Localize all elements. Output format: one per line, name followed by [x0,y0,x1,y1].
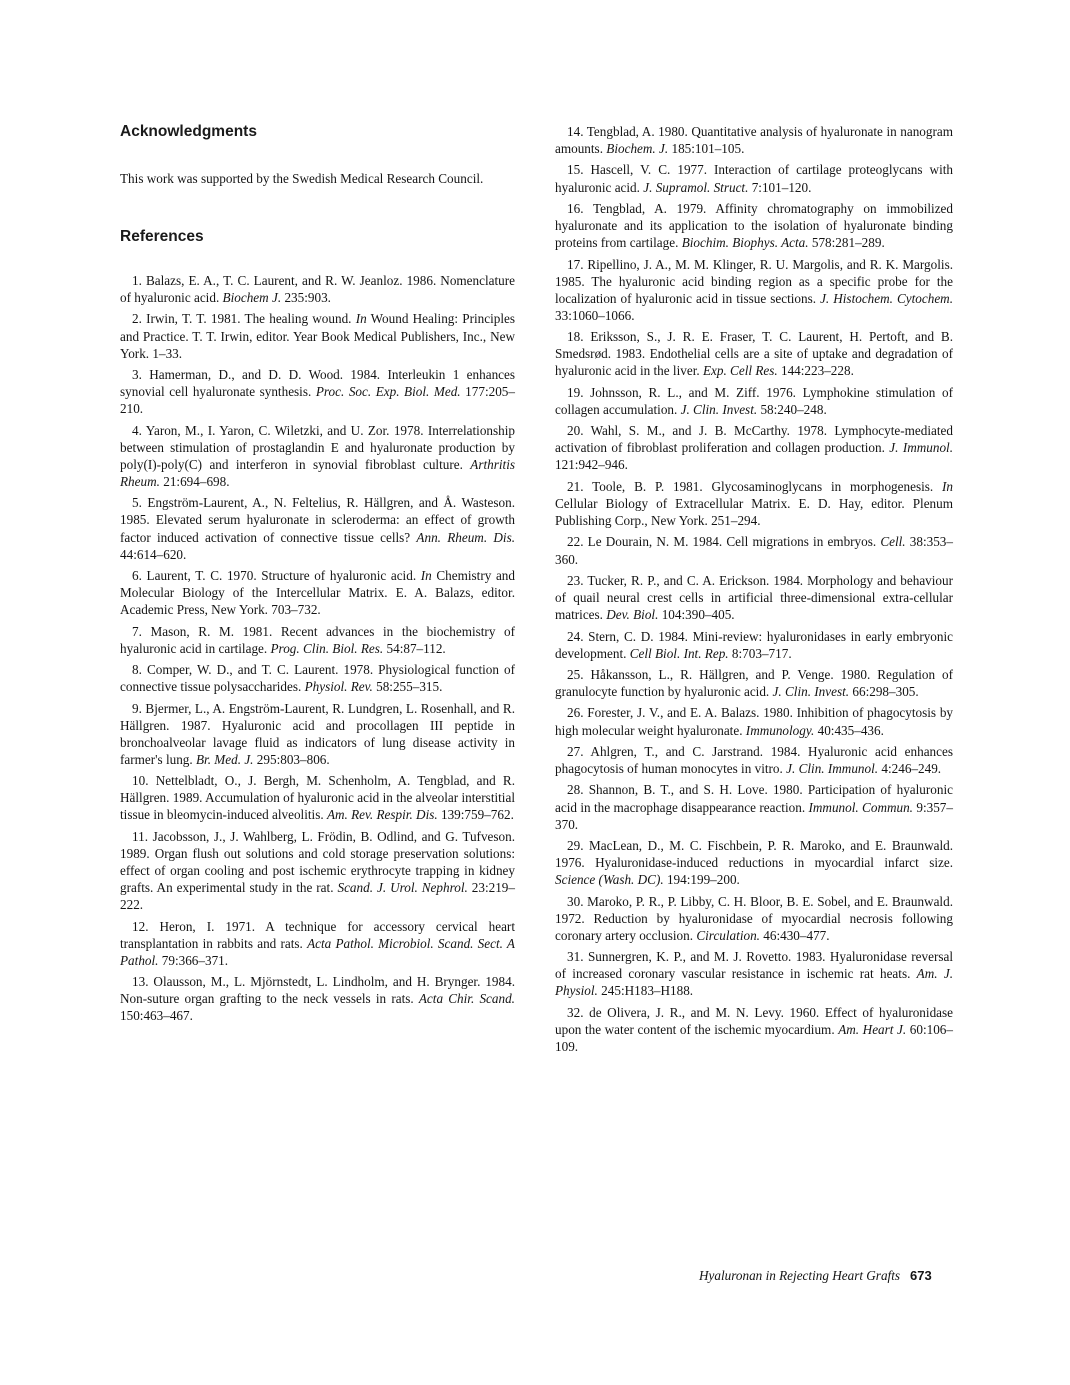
reference-source: Circulation. [696,927,760,943]
reference-number: 9. [132,700,142,716]
reference-text: 44:614–620. [120,546,187,562]
page-number: 673 [910,1268,932,1283]
reference-item [555,1004,953,1055]
reference-text: 54:87–112. [383,640,446,656]
reference-source: Science (Wash. DC). [555,872,664,888]
reference-text: Yaron, M., I. Yaron, C. Wiletzki, and U. Zor. 1978. Interrelationship between stimulation of prostaglandin E and hyaluronate production by poly(I)-poly(C) and interferon in synovial fibroblast culture. [120,422,515,472]
reference-number: 29. [567,838,584,854]
reference-item [555,837,953,888]
reference-number: 5. [132,495,142,511]
reference-source: Am. J. Physiol. [555,966,953,999]
reference-source: Immunology. [745,722,815,738]
reference-text: Hascell, V. C. 1977. Interaction of cartilage proteoglycans with hyaluronic acid. [555,162,953,195]
reference-source: Immunol. Commun. [808,799,913,815]
reference-source: Br. Med. J. [195,751,254,767]
reference-number: 1. [132,273,142,288]
reference-list-left [120,272,515,1029]
reference-item [555,533,953,567]
reference-text: 23:219–222. [120,880,515,913]
reference-text: Comper, W. D., and T. C. Laurent. 1978. Physiological function of connective tissue polysaccharides. [120,662,516,695]
reference-text: 79:366–371. [158,952,229,968]
reference-text: 9:357–370. [555,799,953,832]
reference-number: 22. [567,534,584,550]
reference-text: Tucker, R. P., and C. A. Erickson. 1984. Morphology and behaviour of quail neural crest cells in artificial three-dimensional extra-cellular matrices. [555,572,954,623]
reference-number: 11. [132,828,148,844]
reference-number: 32. [567,1004,584,1020]
reference-text: 21:694–698. [159,473,230,489]
reference-text: Hamerman, D., and D. D. Wood. 1984. Interleukin 1 enhances synovial cell hyaluronate synthesis. [120,367,515,400]
reference-text: Nettelbladt, O., J. Bergh, M. Schenholm, A. Tengblad, and R. Hällgren. 1989. Accumulation of hyaluronic acid in the alveolar interstitial tissue in bleomycin-induced alveolitis. [120,773,515,823]
reference-number: 24. [567,628,584,644]
reference-number: 14. [567,124,584,139]
reference-text: Cellular Biology of Extracellular Matrix. E. D. Hay, editor. Plenum Publishing Corp., New York. 251–294. [555,495,953,529]
reference-source: Acta Chir. Scand. [418,991,515,1007]
reference-text: 104:390–405. [658,607,735,623]
reference-text: Eriksson, S., J. R. E. Fraser, T. C. Laurent, H. Pertoft, and B. Smedsrød. 1983. Endothelial cells are a site of uptake and degradation of hyaluronic acid in the liver. [555,329,954,379]
reference-number: 27. [567,743,584,759]
reference-number: 2. [132,311,142,327]
reference-text: 46:430–477. [759,927,830,943]
reference-source: Scand. J. Urol. Nephrol. [337,880,468,896]
reference-source: J. Clin. Immunol. [786,761,879,777]
reference-source: Dev. Biol. [606,607,659,623]
reference-item [555,704,953,738]
acknowledgments-heading: Acknowledgments [120,123,257,140]
reference-text: 235:903. [281,290,331,306]
reference-source: Am. Heart J. [838,1021,907,1037]
reference-source: J. Histochem. Cytochem. [820,290,953,306]
reference-item [120,366,515,417]
reference-source: Am. Rev. Respir. Dis. [326,807,438,823]
reference-text: 8:703–717. [728,645,792,661]
reference-source: J. Immunol. [889,440,953,456]
reference-number: 26. [567,705,584,721]
reference-item [555,893,953,944]
reference-text: 58:240–248. [757,401,827,417]
reference-item [555,478,953,529]
reference-item [555,123,953,157]
reference-text: Laurent, T. C. 1970. Structure of hyaluronic acid. [146,567,421,583]
reference-item [555,328,953,379]
reference-number: 3. [132,367,142,383]
reference-text: 121:942–946. [555,457,628,473]
reference-item [555,743,953,777]
reference-source: In [355,311,367,327]
reference-source: Ann. Rheum. Dis. [416,529,515,545]
reference-text: Ahlgren, T., and C. Jarstrand. 1984. Hyaluronic acid enhances phagocytosis of human monocytes in vitro. [555,743,953,777]
reference-text: 40:435–436. [814,722,884,738]
reference-text: Jacobsson, J., J. Wahlberg, L. Frödin, B. Odlind, and G. Tufveson. 1989. Organ flush out solutions and cold storage preservation solutions: effect of organ cooling and post ischemic erythrocyte trapping in kidney grafts. An experimental study in the rat. [120,828,516,896]
reference-item [120,828,515,913]
reference-text: 150:463–467. [120,1008,193,1024]
reference-source: Proc. Soc. Exp. Biol. Med. [315,384,461,400]
reference-text: 38:353–360. [555,534,953,567]
reference-text: 194:199–200. [663,872,740,888]
running-head: Hyaluronan in Rejecting Heart Grafts [699,1268,900,1283]
reference-source: Biochem. J. [606,141,669,157]
reference-text: 139:759–762. [437,807,514,823]
reference-number: 12. [132,918,149,934]
reference-source: J. Clin. Invest. [680,401,758,417]
reference-item [120,973,515,1024]
reference-item [555,666,953,700]
reference-source: J. Supramol. Struct. [643,179,749,195]
reference-item [120,494,515,562]
reference-number: 13. [132,974,149,990]
reference-number: 23. [567,572,584,588]
reference-text: Bjermer, L., A. Engström-Laurent, R. Lundgren, L. Rosenhall, and R. Hällgren. 1987. Hyaluronic acid and procollagen III peptide in bronchoalveolar lavage fluid as indicators of lung disease activity in farmer's lung. [120,700,515,767]
reference-text: Ripellino, J. A., M. M. Klinger, R. U. Margolis, and R. K. Margolis. 1985. The hyaluronic acid binding region as a specific probe for the localization of hyaluronic acid in tissue sections. [555,256,954,306]
reference-text: Tengblad, A. 1980. Quantitative analysis of hyaluronate in nanogram amounts. [555,124,953,157]
reference-text: Olausson, M., L. Mjörnstedt, L. Lindholm, and H. Brynger. 1984. Non-suture organ grafting to the neck vessels in rats. [120,974,515,1007]
reference-number: 15. [567,162,584,178]
reference-text: 66:298–305. [849,684,919,700]
reference-text: 578:281–289. [808,235,885,251]
reference-text: 4:246–249. [878,761,942,777]
reference-text: 58:255–315. [372,679,443,695]
reference-text: Forester, J. V., and E. A. Balazs. 1980. Inhibition of phagocytosis by high molecular weight hyaluronate. [555,705,954,738]
reference-text: Mason, R. M. 1981. Recent advances in the biochemistry of hyaluronic acid in cartilage. [120,623,516,656]
reference-number: 4. [132,422,142,438]
reference-text: 144:223–228. [777,363,854,379]
reference-source: Arthritis Rheum. [120,456,515,489]
reference-source: In [942,478,954,494]
reference-source: Biochim. Biophys. Acta. [681,235,809,251]
reference-text: Shannon, B. T., and S. H. Love. 1980. Participation of hyaluronic acid in the macrophage disappearance reaction. [555,782,953,815]
reference-text: de Olivera, J. R., and M. N. Levy. 1960. Effect of hyaluronidase upon the water content of the ischemic myocardium. [555,1004,953,1037]
reference-text: Wahl, S. M., and J. B. McCarthy. 1978. Lymphocyte-mediated activation of fibroblast proliferation and collagen production. [555,423,953,456]
reference-number: 31. [567,949,584,965]
reference-text: Wound Healing: Principles and Practice. T. T. Irwin, editor. Year Book Medical Publishers, Inc., New York. 1–33. [120,311,516,361]
reference-item [555,422,953,473]
reference-text: MacLean, D., M. C. Fischbein, P. R. Maroko, and E. Braunwald. 1976. Hyaluronidase-induced reductions in myocardial infarct size. [555,838,954,871]
reference-text: Le Dourain, N. M. 1984. Cell migrations in embryos. [587,534,881,550]
reference-source: In [420,567,432,583]
reference-source: J. Clin. Invest. [772,684,850,700]
reference-number: 8. [132,662,142,678]
reference-source: Cell. [880,534,906,550]
reference-item [555,572,953,623]
reference-item [120,918,515,969]
reference-number: 25. [567,666,584,682]
reference-source: Physiol. Rev. [304,679,373,695]
reference-number: 7. [132,623,142,639]
reference-number: 17. [567,256,584,272]
reference-item [555,256,953,324]
reference-item [120,623,515,657]
reference-number: 18. [567,329,584,345]
reference-item [120,772,515,823]
reference-item [120,310,515,361]
acknowledgments-text: This work was supported by the Swedish Medical Research Council. [120,171,484,186]
reference-item [120,272,515,306]
reference-number: 28. [567,782,584,798]
reference-list-right [555,123,953,1059]
reference-item [120,422,515,490]
reference-text: Johnsson, R. L., and M. Ziff. 1976. Lymphokine stimulation of collagen accumulation. [555,384,953,417]
reference-item [120,567,515,618]
reference-text: 7:101–120. [748,179,812,195]
reference-number: 16. [567,200,584,216]
reference-source: Prog. Clin. Biol. Res. [270,640,384,656]
reference-source: Biochem J. [222,290,282,306]
reference-item [120,661,515,695]
reference-number: 19. [567,384,584,400]
reference-item [555,948,953,999]
reference-text: 60:106–109. [555,1021,953,1054]
reference-text: 177:205–210. [120,384,515,417]
reference-item [555,384,953,418]
reference-text: Balazs, E. A., T. C. Laurent, and R. W. Jeanloz. 1986. Nomenclature of hyaluronic acid. [120,273,515,306]
reference-number: 30. [567,893,584,909]
reference-item [555,161,953,195]
reference-text: Sunnergren, K. P., and M. J. Rovetto. 1983. Hyaluronidase reversal of increased coronary vascular resistance in ischemic rat heats. [555,949,953,982]
reference-text: Chemistry and Molecular Biology of the Intercellular Matrix. E. A. Balazs, editor. Academic Press, New York. 703–732. [120,567,515,618]
reference-item [555,781,953,832]
reference-source: Acta Pathol. Microbiol. Scand. Sect. A Pathol. [120,935,515,968]
references-heading: References [120,228,204,245]
reference-text: Toole, B. P. 1981. Glycosaminoglycans in morphogenesis. [592,478,943,494]
reference-text: 295:803–806. [253,751,330,767]
reference-source: Cell Biol. Int. Rep. [629,645,729,661]
reference-text: 245:H183–H188. [597,983,694,999]
reference-item [120,700,515,768]
reference-text: Stern, C. D. 1984. Mini-review: hyaluronidases in early embryonic development. [555,628,954,661]
reference-number: 20. [567,423,584,439]
reference-text: Håkansson, L., R. Hällgren, and P. Venge. 1980. Regulation of granulocyte function by hyaluronic acid. [555,666,954,700]
reference-text: 185:101–105. [668,141,745,157]
reference-text: Irwin, T. T. 1981. The healing wound. [146,311,356,327]
reference-source: Exp. Cell Res. [702,363,778,379]
reference-text: Tengblad, A. 1979. Affinity chromatography on immobilized hyaluronate and its application to the isolation of hyaluronate binding proteins from cartilage. [555,200,953,251]
reference-number: 6. [132,567,142,583]
reference-number: 21. [567,478,584,494]
reference-item [555,200,953,251]
reference-item [555,628,953,662]
reference-text: Heron, I. 1971. A technique for accessory cervical heart transplantation in rabbits and rats. [120,918,515,951]
reference-text: 33:1060–1066. [555,307,635,323]
reference-text: Maroko, P. R., P. Libby, C. H. Bloor, B. E. Sobel, and E. Braunwald. 1972. Reduction by hyaluronidase of myocardial necrosis following coronary artery occlusion. [555,893,953,943]
reference-number: 10. [132,773,149,789]
reference-text: Engström-Laurent, A., N. Feltelius, R. Hällgren, and Å. Wasteson. 1985. Elevated serum hyaluronate in scleroderma: an effect of growth factor induced activation of connective tissue cells? [120,495,516,545]
